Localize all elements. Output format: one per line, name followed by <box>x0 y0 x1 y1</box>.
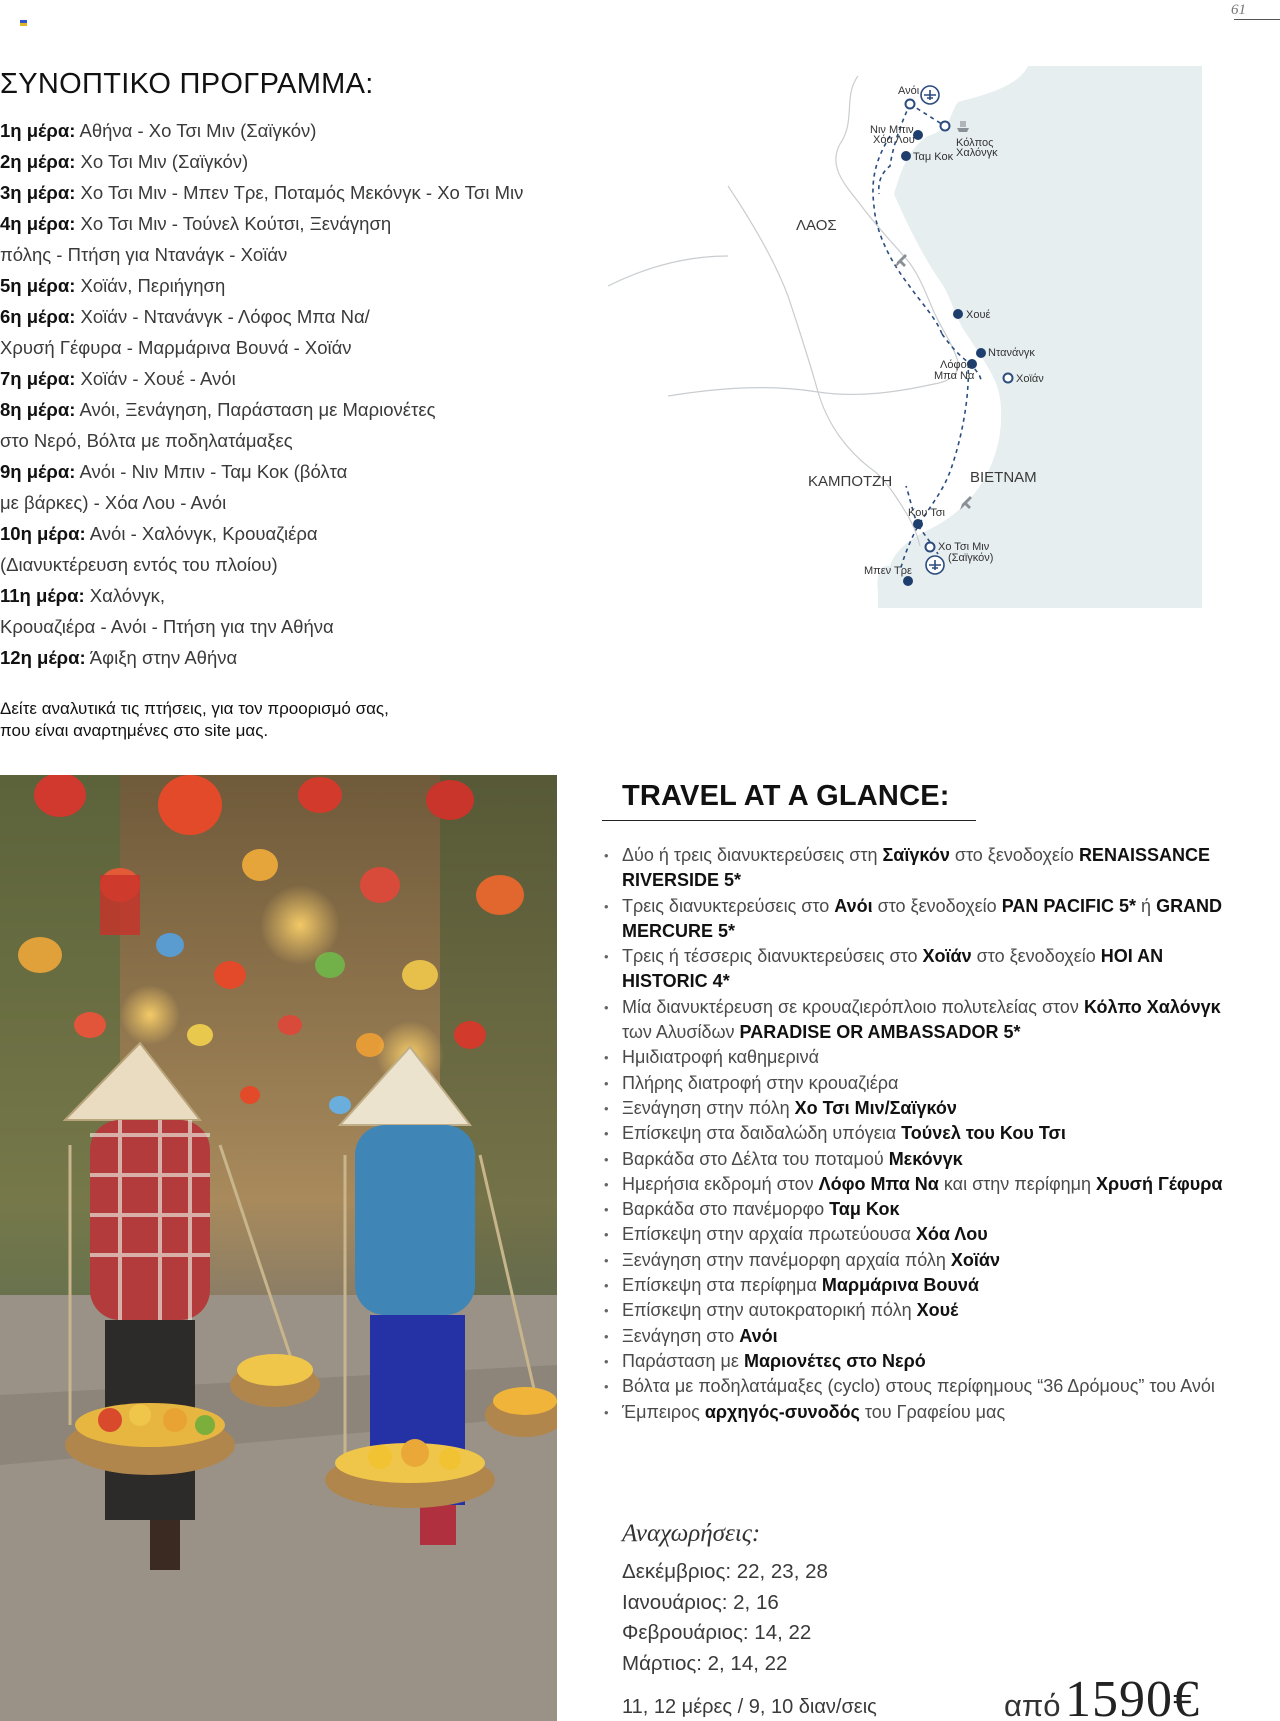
glance-item: • Έμπειρος αρχηγός-συνοδός του Γραφείου μας <box>604 1400 1244 1425</box>
flights-note: Δείτε αναλυτικά τις πτήσεις, για τον προορισμό σας, που είναι αναρτημένες στο site μας. <box>0 699 389 740</box>
program-title: ΣΥΝΟΠΤΙΚΟ ΠΡΟΓΡΑΜΜΑ: <box>0 68 374 100</box>
glance-item: • Επίσκεψη στην αρχαία πρωτεύουσα Χόα Λου <box>604 1222 1244 1247</box>
program-line: 4η μέρα: Χο Τσι Μιν - Τούνελ Κούτσι, Ξενάγηση <box>0 213 392 234</box>
departures-title: Αναχωρήσεις: <box>622 1520 761 1547</box>
glance-item: • Δύο ή τρεις διανυκτερεύσεις στη Σαϊγκόν στο ξενοδοχείο RENAISSANCE RIVERSIDE 5* <box>604 843 1244 894</box>
label-halong-1: Κόλπος <box>956 137 994 149</box>
glance-item: • Ημιδιατροφή καθημερινά <box>604 1045 1244 1070</box>
vendors-photo <box>0 775 557 1721</box>
label-ninh-binh: Νιν Μπιν <box>870 124 914 136</box>
glance-title-rule <box>602 820 976 821</box>
departure-month: Φεβρουάριος: 14, 22 <box>622 1621 812 1644</box>
program-line: 2η μέρα: Χο Τσι Μιν (Σαϊγκόν) <box>0 151 249 172</box>
program-line: 9η μέρα: Ανόι - Νιν Μπιν - Ταμ Κοκ (βόλτα <box>0 461 348 482</box>
program-line: 11η μέρα: Χαλόνγκ, <box>0 585 165 606</box>
label-halong-2: Χαλόνγκ <box>956 147 998 159</box>
label-bana-2: Μπα Να <box>934 370 975 382</box>
program-line: 3η μέρα: Χο Τσι Μιν - Μπεν Τρε, Ποταμός Μεκόνγκ - Χο Τσι Μιν <box>0 182 524 203</box>
label-hue: Χουέ <box>966 309 991 321</box>
label-cambodia: ΚΑΜΠΟΤΖΗ <box>808 473 893 490</box>
label-bana-1: Λόφοι <box>940 359 970 371</box>
hue-marker <box>953 309 963 319</box>
glance-item: • Βόλτα με ποδηλατάμαξες (cyclo) στους περίφημους “36 Δρόμους” του Ανόι <box>604 1374 1244 1399</box>
program-line: Χρυσή Γέφυρα - Μαρμάρινα Βουνά - Χοϊάν <box>0 337 352 358</box>
program-line: πόλης - Πτήση για Ντανάγκ - Χοϊάν <box>0 244 288 265</box>
glance-item: • Ξενάγηση στο Ανόι <box>604 1324 1244 1349</box>
price-prefix: από <box>1003 1688 1061 1721</box>
departures-list <box>622 1557 828 1679</box>
label-tam-coc: Ταμ Κοκ <box>913 151 954 163</box>
label-hanoi: Ανόι <box>898 85 920 97</box>
glance-item: • Παράσταση με Μαριονέτες στο Νερό <box>604 1349 1244 1374</box>
label-laos: ΛΑΟΣ <box>796 217 837 234</box>
flag-icon <box>20 20 27 26</box>
airport-hanoi-icon <box>921 86 939 104</box>
hoian-marker <box>1004 374 1013 383</box>
program-line: 1η μέρα: Αθήνα - Χο Τσι Μιν (Σαϊγκόν) <box>0 120 317 141</box>
glance-item: • Μία διανυκτέρευση σε κρουαζιερόπλοιο πολυτελείας στον Κόλπο Χαλόνγκ των Αλυσίδων PARADISE OR AMBASSADOR 5* <box>604 995 1244 1046</box>
trip-duration: 11, 12 μέρες / 9, 10 διαν/σεις <box>622 1696 877 1718</box>
glance-title: TRAVEL AT A GLANCE: <box>622 780 950 812</box>
program-line: 6η μέρα: Χοϊάν - Ντανάνγκ - Λόφος Μπα Να/ <box>0 306 370 327</box>
cu-chi-marker <box>913 519 923 529</box>
program-line: στο Νερό, Βόλτα με ποδηλατάμαξες <box>0 430 293 451</box>
hanoi-marker <box>906 100 915 109</box>
label-ben-tre: Μπεν Τρε <box>864 565 912 577</box>
label-vietnam: ΒΙΕΤΝΑΜ <box>970 469 1037 486</box>
page-number-rule <box>1234 19 1280 20</box>
tam-coc-marker <box>901 151 911 161</box>
danang-marker <box>976 348 986 358</box>
label-danang: Ντανάνγκ <box>988 347 1035 359</box>
glance-item: • Ημερήσια εκδρομή στον Λόφο Μπα Να και στην περίφημη Χρυσή Γέφυρα <box>604 1172 1244 1197</box>
ben-tre-marker <box>903 576 913 586</box>
price-value: 1590€ <box>1065 1671 1200 1721</box>
page-number: 61 <box>1231 2 1246 18</box>
program-list <box>0 115 590 673</box>
departure-month: Δεκέμβριος: 22, 23, 28 <box>622 1560 828 1583</box>
glance-item: • Βαρκάδα στο πανέμορφο Ταμ Κοκ <box>604 1197 1244 1222</box>
departure-month: Μάρτιος: 2, 14, 22 <box>622 1651 788 1675</box>
label-hcmc-2: (Σαϊγκόν) <box>948 552 994 564</box>
program-line: 5η μέρα: Χοϊάν, Περιήγηση <box>0 275 226 296</box>
glance-item: • Τρεις διανυκτερεύσεις στο Ανόι στο ξενοδοχείο PAN PACIFIC 5* ή GRAND MERCURE 5* <box>604 894 1244 945</box>
program-line: 7η μέρα: Χοϊάν - Χουέ - Ανόι <box>0 368 236 389</box>
label-hoian: Χοϊάν <box>1016 373 1044 385</box>
glance-item: • Βαρκάδα στο Δέλτα του ποταμού Μεκόνγκ <box>604 1147 1244 1172</box>
glance-item: • Επίσκεψη στα περίφημα Μαρμάρινα Βουνά <box>604 1273 1244 1298</box>
program-line: Κρουαζιέρα - Ανόι - Πτήση για την Αθήνα <box>0 616 334 637</box>
glance-item: • Ξενάγηση στην πανέμορφη αρχαία πόλη Χοϊάν <box>604 1248 1244 1273</box>
airport-hcmc-icon <box>926 556 944 574</box>
halong-marker <box>941 122 950 131</box>
glance-list <box>604 843 1244 1425</box>
glance-item: • Τρεις ή τέσσερις διανυκτερεύσεις στο Χοϊάν στο ξενοδοχείο HOI AN HISTORIC 4* <box>604 944 1244 995</box>
label-cu-chi: Κου Τσι <box>908 507 945 519</box>
glance-item: • Πλήρης διατροφή στην κρουαζιέρα <box>604 1071 1244 1096</box>
label-hoa-lu: Χόα Λου <box>873 134 915 146</box>
glance-item: • Ξενάγηση στην πόλη Χο Τσι Μιν/Σαϊγκόν <box>604 1096 1244 1121</box>
glance-item: • Επίσκεψη στα δαιδαλώδη υπόγεια Τούνελ του Κου Τσι <box>604 1121 1244 1146</box>
glance-item: • Επίσκεψη στην αυτοκρατορική πόλη Χουέ <box>604 1298 1244 1323</box>
route-map <box>608 66 1202 608</box>
departure-month: Ιανουάριος: 2, 16 <box>622 1590 779 1614</box>
program-line: 8η μέρα: Ανόι, Ξενάγηση, Παράσταση με Μαριονέτες <box>0 399 436 420</box>
program-line: με βάρκες) - Χόα Λου - Ανόι <box>0 492 227 513</box>
price <box>1004 1670 1200 1721</box>
label-hcmc-1: Χο Τσι Μιν <box>938 541 990 553</box>
program-line: 10η μέρα: Ανόι - Χαλόνγκ, Κρουαζιέρα <box>0 523 318 544</box>
hcmc-marker <box>926 543 935 552</box>
program-line: 12η μέρα: Άφιξη στην Αθήνα <box>0 647 238 668</box>
program-line: (Διανυκτέρευση εντός του πλοίου) <box>0 554 278 575</box>
